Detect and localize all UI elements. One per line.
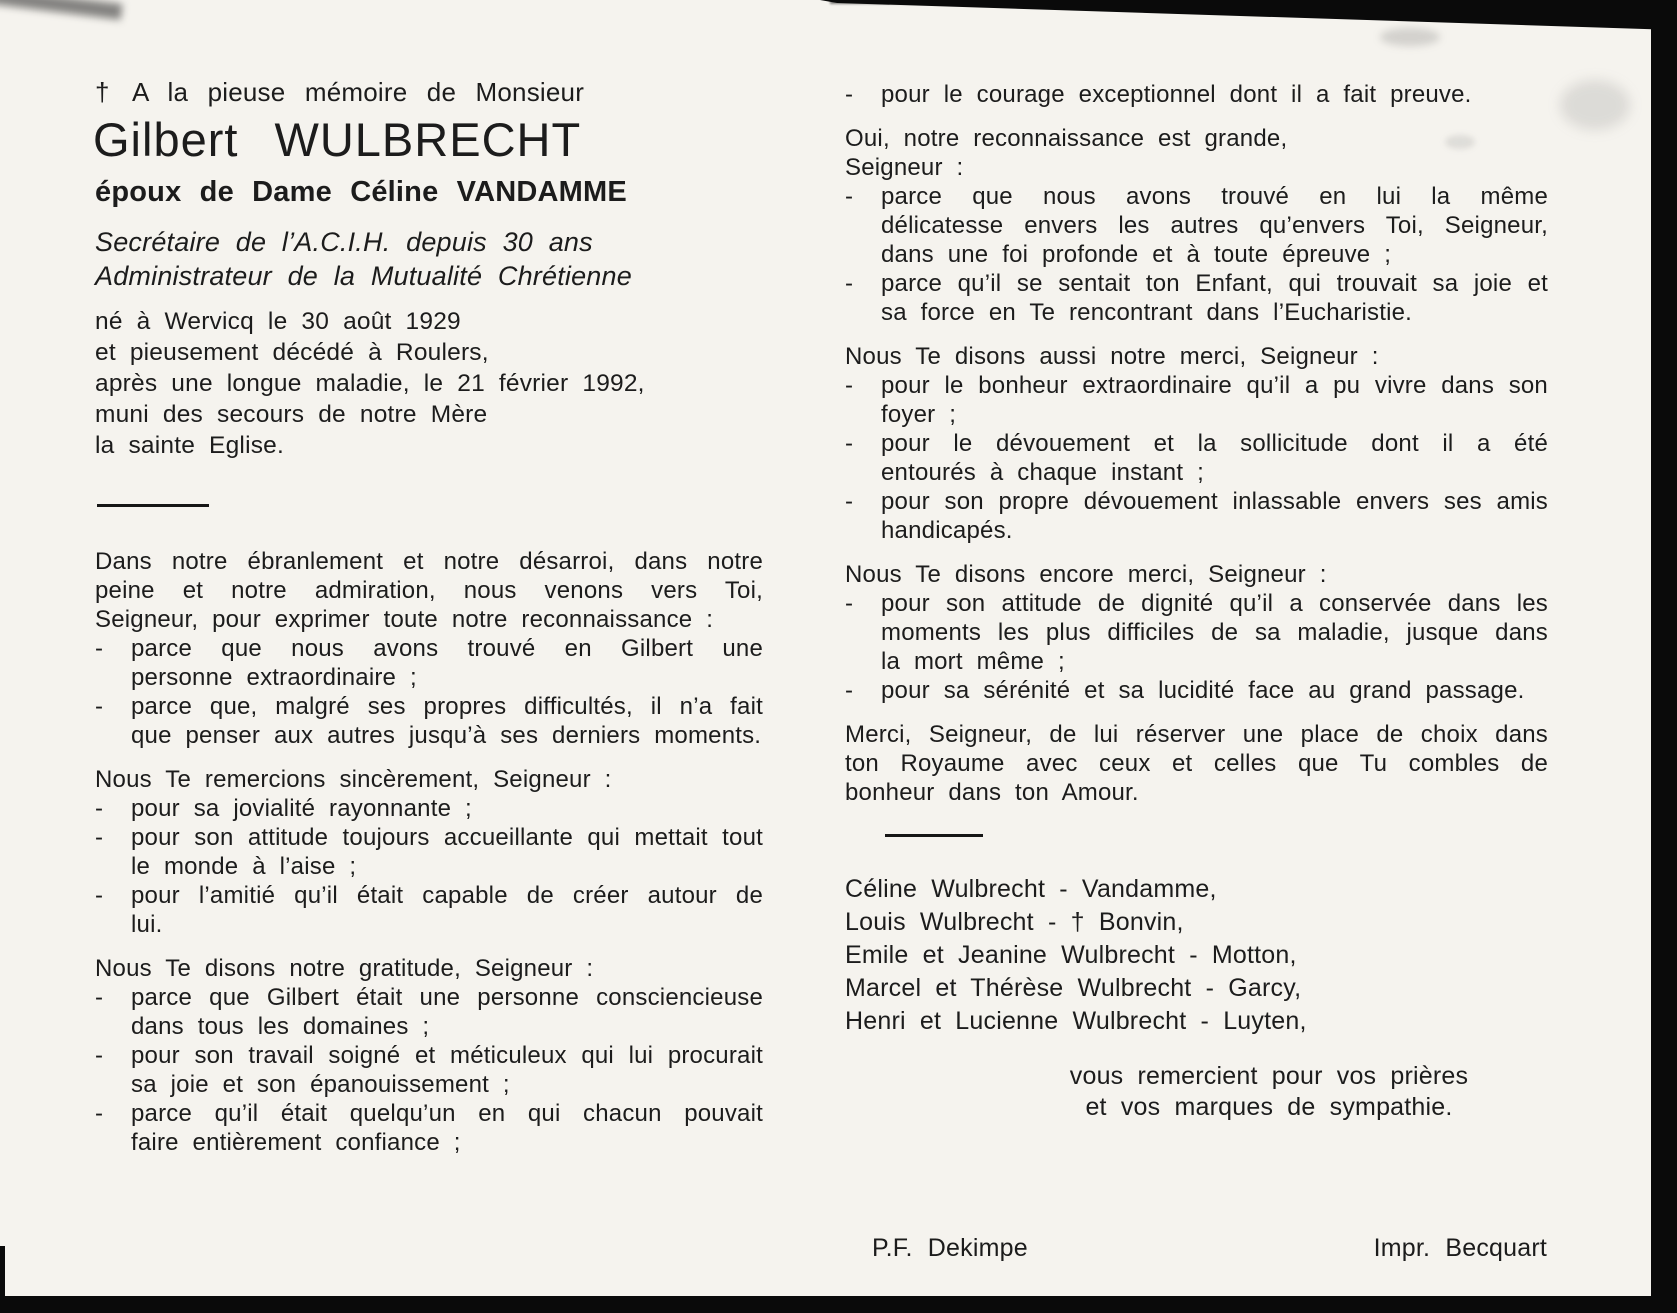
list-item-text: parce que nous avons trouvé en Gilbert une personne extraordinaire ; bbox=[131, 635, 763, 691]
scan-black-wedge-top-right bbox=[820, 0, 1677, 30]
title-line: Secrétaire de l’A.C.I.H. depuis 30 ans bbox=[95, 227, 593, 257]
cross-icon: † bbox=[95, 77, 110, 107]
bullet-dash: - bbox=[845, 677, 854, 704]
list-item-text: pour son propre dévouement inlassable envers ses amis handicapés. bbox=[881, 488, 1548, 544]
list-item-text: pour son attitude toujours accueillante qui mettait tout le monde à l’aise ; bbox=[131, 824, 763, 880]
gratitude-block bbox=[845, 1061, 1548, 1123]
left-column bbox=[95, 76, 763, 1157]
bullet-dash: - bbox=[95, 1100, 104, 1127]
bullet-dash: - bbox=[845, 270, 854, 297]
bullet-dash: - bbox=[95, 635, 104, 662]
bullet-dash: - bbox=[95, 882, 104, 909]
bullet-dash: - bbox=[845, 590, 854, 617]
list-item-text: pour son attitude de dignité qu’il a conservée dans les moments les plus difficiles de sa maladie, jusque dans la mort même ; bbox=[881, 590, 1548, 675]
vitals-block bbox=[95, 306, 763, 461]
title-line: Administrateur de la Mutualité Chrétienne bbox=[95, 261, 632, 291]
vital-line: né à Wervicq le 30 août 1929 bbox=[95, 308, 461, 335]
list-item-text: pour l’amitié qu’il était capable de créer autour de lui. bbox=[131, 882, 763, 938]
list-item bbox=[845, 80, 1548, 109]
bullet-dash: - bbox=[95, 1042, 104, 1069]
funeral-home-name: P.F. Dekimpe bbox=[872, 1234, 1028, 1262]
list-item bbox=[95, 634, 763, 692]
list-item-text: parce qu’il était quelqu’un en qui chacun pouvait faire entièrement confiance ; bbox=[131, 1100, 763, 1156]
section-heading bbox=[845, 124, 1548, 182]
list-item bbox=[845, 182, 1548, 269]
list-item bbox=[845, 269, 1548, 327]
imprint-row bbox=[872, 1234, 1547, 1263]
dedication-text: A la pieuse mémoire de Monsieur bbox=[132, 77, 585, 107]
section-heading: Nous Te disons aussi notre merci, Seigneur : bbox=[845, 343, 1379, 370]
list-item-text: pour sa jovialité rayonnante ; bbox=[131, 795, 472, 822]
vital-line: après une longue maladie, le 21 février 1992, bbox=[95, 370, 645, 397]
list-item bbox=[95, 1041, 763, 1099]
bullet-dash: - bbox=[845, 372, 854, 399]
gratitude-line: et vos marques de sympathie. bbox=[1085, 1093, 1453, 1121]
scan-black-sliver-bottom-left bbox=[0, 1246, 5, 1298]
list-item-text: pour le bonheur extraordinaire qu’il a pu vivre dans son foyer ; bbox=[881, 372, 1548, 428]
family-member-line: Marcel et Thérèse Wulbrecht - Garcy, bbox=[845, 974, 1302, 1002]
spouse-line: époux de Dame Céline VANDAMME bbox=[95, 176, 627, 208]
bullet-dash: - bbox=[845, 81, 854, 108]
list-item bbox=[95, 881, 763, 939]
family-list bbox=[845, 873, 1548, 1038]
list-item bbox=[845, 589, 1548, 676]
list-item bbox=[95, 983, 763, 1041]
list-item bbox=[95, 794, 763, 823]
bullet-dash: - bbox=[95, 693, 104, 720]
list-item bbox=[845, 429, 1548, 487]
list-item bbox=[95, 1099, 763, 1157]
list-item-text: pour le courage exceptionnel dont il a fait preuve. bbox=[881, 81, 1472, 108]
scan-black-band-bottom bbox=[0, 1296, 1677, 1313]
printer-name: Impr. Becquart bbox=[1373, 1234, 1547, 1262]
list-item bbox=[845, 676, 1548, 705]
section-heading: Nous Te disons notre gratitude, Seigneur : bbox=[95, 955, 594, 982]
list-item bbox=[95, 823, 763, 881]
bullet-dash: - bbox=[95, 795, 104, 822]
family-member-line: Henri et Lucienne Wulbrecht - Luyten, bbox=[845, 1007, 1307, 1035]
family-member-line: Céline Wulbrecht - Vandamme, bbox=[845, 875, 1217, 903]
divider-rule bbox=[97, 504, 209, 507]
list-item bbox=[845, 371, 1548, 429]
section-heading: Nous Te disons encore merci, Seigneur : bbox=[845, 561, 1327, 588]
section-heading: Nous Te remercions sincèrement, Seigneur : bbox=[95, 766, 612, 793]
bullet-dash: - bbox=[845, 430, 854, 457]
vital-line: la sainte Eglise. bbox=[95, 432, 284, 459]
list-item bbox=[95, 692, 763, 750]
list-item-text: pour le dévouement et la sollicitude dont il a été entourés à chaque instant ; bbox=[881, 430, 1548, 486]
scan-smudge-top-left bbox=[0, 0, 122, 20]
gratitude-line: vous remercient pour vos prières bbox=[1069, 1062, 1469, 1090]
dedication-line bbox=[95, 76, 763, 108]
list-item bbox=[845, 487, 1548, 545]
list-item-text: parce que nous avons trouvé en lui la même délicatesse envers les autres qu’envers Toi, Seigneur, dans une foi profonde et à toute épreuve ; bbox=[881, 183, 1548, 268]
scan-black-band-right bbox=[1651, 0, 1677, 1313]
list-item-text: pour sa sérénité et sa lucidité face au grand passage. bbox=[881, 677, 1525, 704]
divider-rule bbox=[885, 834, 983, 837]
scan-smudge bbox=[1560, 80, 1630, 130]
list-item-text: parce qu’il se sentait ton Enfant, qui trouvait sa joie et sa force en Te rencontrant dans l’Eucharistie. bbox=[881, 270, 1548, 326]
bullet-dash: - bbox=[845, 183, 854, 210]
closing-paragraph: Merci, Seigneur, de lui réserver une place de choix dans ton Royaume avec ceux et celles que Tu combles de bonheur dans ton Amour. bbox=[845, 721, 1548, 806]
family-member-line: Emile et Jeanine Wulbrecht - Motton, bbox=[845, 941, 1297, 969]
heading-line: Oui, notre reconnaissance est grande, bbox=[845, 125, 1288, 152]
bullet-dash: - bbox=[95, 824, 104, 851]
list-item-text: parce que, malgré ses propres difficultés, il n’a fait que penser aux autres jusqu’à ses derniers moments. bbox=[131, 693, 763, 749]
list-item-text: pour son travail soigné et méticuleux qui lui procurait sa joie et son épanouissement ; bbox=[131, 1042, 763, 1098]
deceased-name: Gilbert WULBRECHT bbox=[93, 113, 582, 166]
vital-line: muni des secours de notre Mère bbox=[95, 401, 488, 428]
family-member-line: Louis Wulbrecht - † Bonvin, bbox=[845, 908, 1184, 936]
intro-paragraph: Dans notre ébranlement et notre désarroi, dans notre peine et notre admiration, nous venons vers Toi, Seigneur, pour exprimer toute notre reconnaissance : bbox=[95, 548, 763, 633]
bullet-dash: - bbox=[95, 984, 104, 1011]
vital-line: et pieusement décédé à Roulers, bbox=[95, 339, 489, 366]
list-item-text: parce que Gilbert était une personne consciencieuse dans tous les domaines ; bbox=[131, 984, 763, 1040]
titles-block bbox=[95, 225, 763, 293]
bullet-dash: - bbox=[845, 488, 854, 515]
heading-line: Seigneur : bbox=[845, 154, 964, 181]
right-column bbox=[845, 80, 1548, 1123]
scan-smudge bbox=[1380, 28, 1440, 46]
